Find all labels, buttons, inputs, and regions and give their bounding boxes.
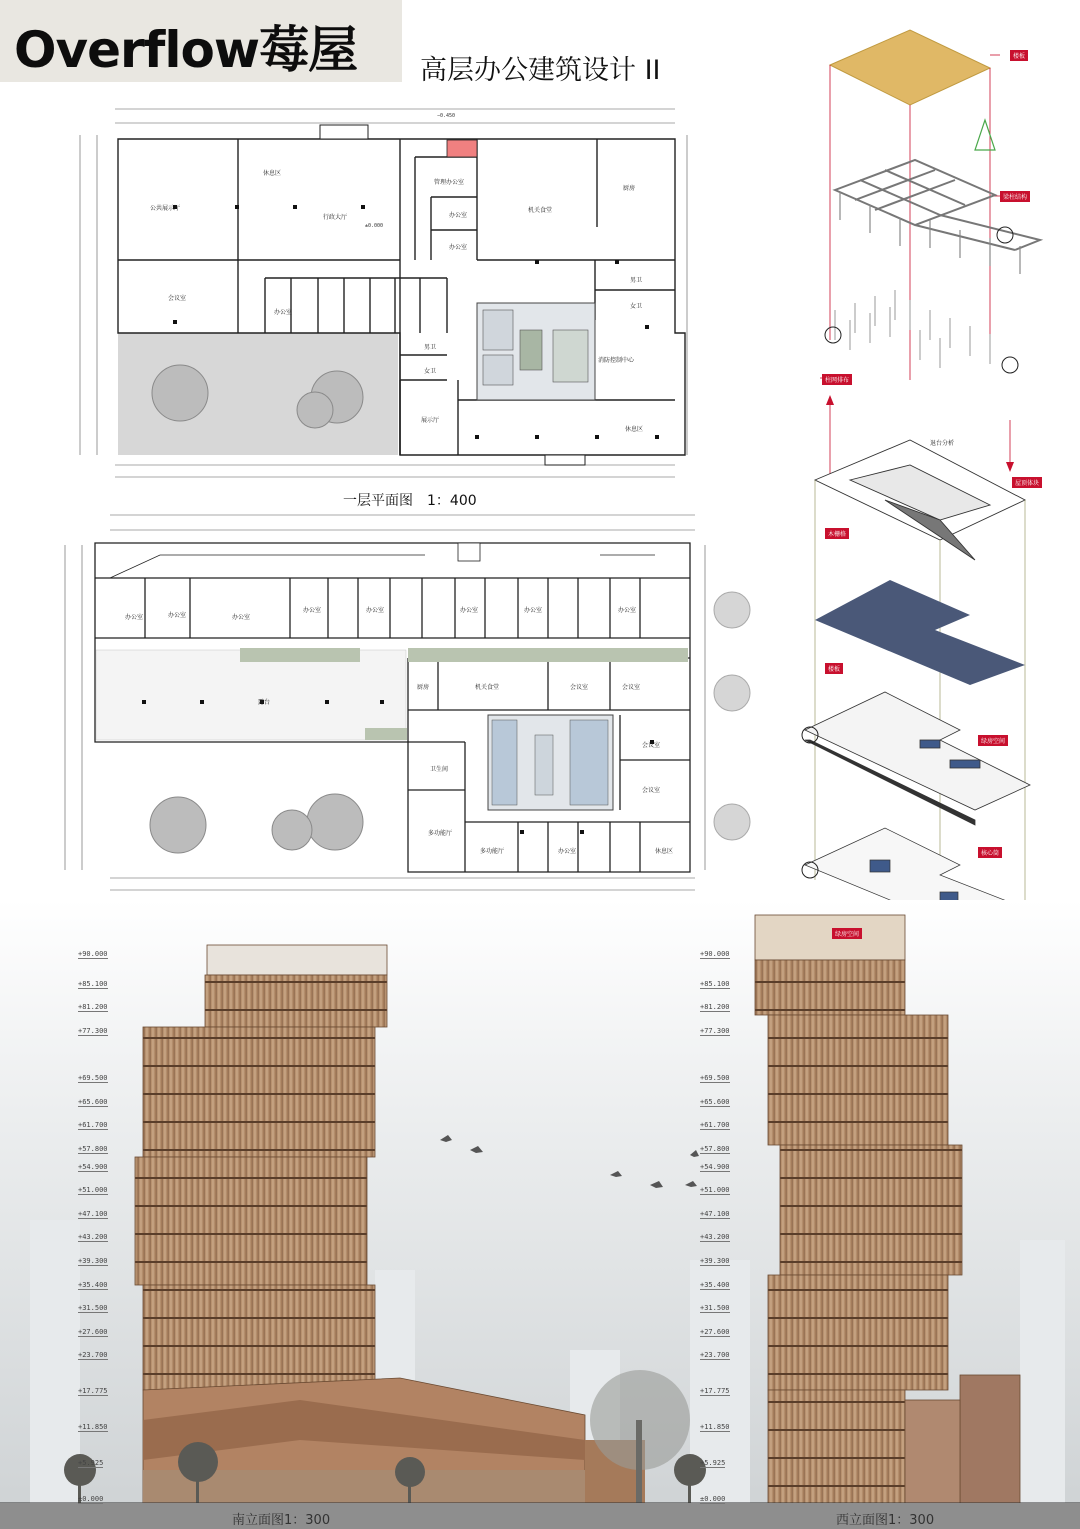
level-marker: +77.300 [78, 1026, 108, 1035]
level-marker: +5.925 [700, 1459, 726, 1468]
first-floor-caption: 一层平面图 1：400 [343, 493, 477, 509]
planter-strip [240, 648, 360, 662]
level-marker: +11.850 [78, 1423, 108, 1432]
room-label: 男卫 [630, 277, 643, 284]
detail-marker [1002, 357, 1018, 373]
roof-slab [830, 30, 990, 105]
roof-volume [815, 440, 1025, 560]
guide-lines [820, 55, 1010, 480]
level-marker: +61.700 [78, 1121, 108, 1130]
room-label: 会议室 [570, 684, 589, 691]
beam-grid [835, 160, 1040, 250]
analysis-label: 退台分析 [930, 440, 955, 447]
room-label: 会议室 [642, 787, 661, 794]
level-marker: +57.800 [700, 1144, 730, 1153]
room-label: 女卫 [424, 368, 437, 375]
room-label: 办公室 [125, 614, 144, 621]
level-marker: +35.400 [700, 1280, 730, 1289]
floor-mark: ±0.000 [365, 223, 384, 229]
level-marker: +54.900 [700, 1162, 730, 1171]
planter-strip [408, 648, 688, 662]
planter-strip [365, 728, 407, 740]
level-marker: +65.600 [700, 1097, 730, 1106]
core-block [488, 715, 613, 810]
level-marker: +11.850 [700, 1423, 730, 1432]
tag-label: 绿房空间 [978, 735, 1008, 746]
level-marker: +85.100 [78, 979, 108, 988]
level-marker: +43.200 [78, 1233, 108, 1242]
room-label: 露台 [258, 699, 271, 706]
room-label: 展示厅 [421, 417, 440, 424]
room-label: 管理办公室 [434, 179, 465, 186]
room-label: 行政大厅 [323, 214, 348, 221]
tag-label: 楼板 [1010, 50, 1028, 61]
room-label: 办公室 [449, 244, 468, 251]
detail-marker [997, 227, 1013, 243]
arrow-down-icon [1006, 462, 1014, 472]
room-label: 会议室 [168, 295, 187, 302]
level-marker: +5.925 [78, 1459, 104, 1468]
room-label: 办公室 [524, 607, 543, 614]
arrow-up-icon [826, 395, 834, 405]
room-label: 休息区 [263, 170, 282, 177]
west-level-scale [700, 950, 760, 1503]
room-label: 办公室 [618, 607, 637, 614]
room-label: 办公室 [232, 614, 251, 621]
room-label: 厨房 [417, 684, 430, 691]
level-marker: +39.300 [78, 1257, 108, 1266]
level-mark: −0.450 [437, 113, 456, 119]
north-arrow-icon [975, 120, 995, 150]
tag-label: 木栅格 [825, 528, 849, 539]
column-grid [835, 290, 990, 368]
room-label: 休息区 [625, 426, 644, 433]
stair-block [458, 543, 480, 561]
core-block [477, 303, 595, 400]
tag-label: 核心筒 [978, 847, 1002, 858]
detail-marker [825, 327, 841, 343]
level-marker: +27.600 [700, 1327, 730, 1336]
room-label: 厨房 [623, 185, 636, 192]
first-floor-plan [75, 85, 695, 485]
room-label: 多功能厅 [428, 830, 453, 837]
level-marker: +65.600 [78, 1097, 108, 1106]
level-marker: +81.200 [700, 1003, 730, 1012]
level-marker: +47.100 [700, 1209, 730, 1218]
level-marker: +31.500 [700, 1304, 730, 1313]
west-elevation-caption: 西立面图1：300 [836, 1513, 935, 1528]
level-marker: +85.100 [700, 979, 730, 988]
tree-icon [150, 794, 363, 853]
level-marker: ±0.000 [78, 1495, 104, 1503]
poster-title: 高层办公建筑设计 II [420, 55, 661, 86]
level-marker: +23.700 [700, 1351, 730, 1360]
tag-label: 楼板 [825, 663, 843, 674]
level-marker: +17.775 [78, 1387, 108, 1396]
room-label: 女卫 [630, 303, 643, 310]
level-marker: +47.100 [78, 1209, 108, 1218]
level-marker: +69.500 [78, 1074, 108, 1083]
room-label: 办公室 [274, 309, 293, 316]
stair-block [447, 140, 477, 157]
south-level-scale [78, 950, 138, 1503]
level-marker: +51.000 [78, 1186, 108, 1195]
tag-label: 柱网排布 [822, 374, 852, 385]
room-label: 办公室 [460, 607, 479, 614]
level-marker: +51.000 [700, 1186, 730, 1195]
main-entrance [320, 125, 368, 139]
level-marker: ±0.000 [700, 1495, 726, 1503]
level-marker: +43.200 [700, 1233, 730, 1242]
level-marker: +90.000 [700, 950, 730, 958]
room-label: 办公室 [168, 612, 187, 619]
level-marker: +69.500 [700, 1074, 730, 1083]
level-marker: +31.500 [78, 1304, 108, 1313]
level-marker: +90.000 [78, 950, 108, 958]
terrace-deck [96, 650, 406, 740]
level-marker: +77.300 [700, 1026, 730, 1035]
room-label: 多功能厅 [480, 848, 505, 855]
room-label: 公共展示厅 [150, 205, 181, 212]
level-marker: +54.900 [78, 1162, 108, 1171]
level-marker: +17.775 [700, 1387, 730, 1396]
room-label: 卫生间 [430, 766, 449, 773]
south-elevation-caption: 南立面图1：300 [232, 1513, 331, 1528]
tag-label: 绿房空间 [832, 928, 862, 939]
room-label: 办公室 [449, 212, 468, 219]
level-marker: +23.700 [78, 1351, 108, 1360]
tree-icon [714, 592, 750, 840]
room-label: 消防控制中心 [598, 357, 635, 364]
level-marker: +27.600 [78, 1327, 108, 1336]
room-label: 机关食堂 [528, 207, 553, 214]
room-label: 办公室 [558, 848, 577, 855]
level-marker: +39.300 [700, 1257, 730, 1266]
level-marker: +57.800 [78, 1144, 108, 1153]
room-label: 会议室 [622, 684, 641, 691]
floor-plate [805, 692, 1030, 825]
south-entrance [545, 455, 585, 465]
room-label: 机关食堂 [475, 684, 500, 691]
room-label: 办公室 [366, 607, 385, 614]
level-marker: +61.700 [700, 1121, 730, 1130]
level-marker: +35.400 [78, 1280, 108, 1289]
room-label: 会议室 [642, 742, 661, 749]
floor-slab [815, 580, 1025, 685]
room-label: 休息区 [655, 848, 674, 855]
elevation-scene [0, 900, 1080, 1510]
room-label: 办公室 [303, 607, 322, 614]
tag-label: 梁柱结构 [1000, 191, 1030, 202]
tag-label: 屋顶体块 [1012, 477, 1042, 488]
room-label: 男卫 [424, 344, 437, 351]
level-marker: +81.200 [78, 1003, 108, 1012]
brand-logo: Overflow莓屋 [14, 21, 358, 79]
second-floor-plan [60, 510, 780, 900]
